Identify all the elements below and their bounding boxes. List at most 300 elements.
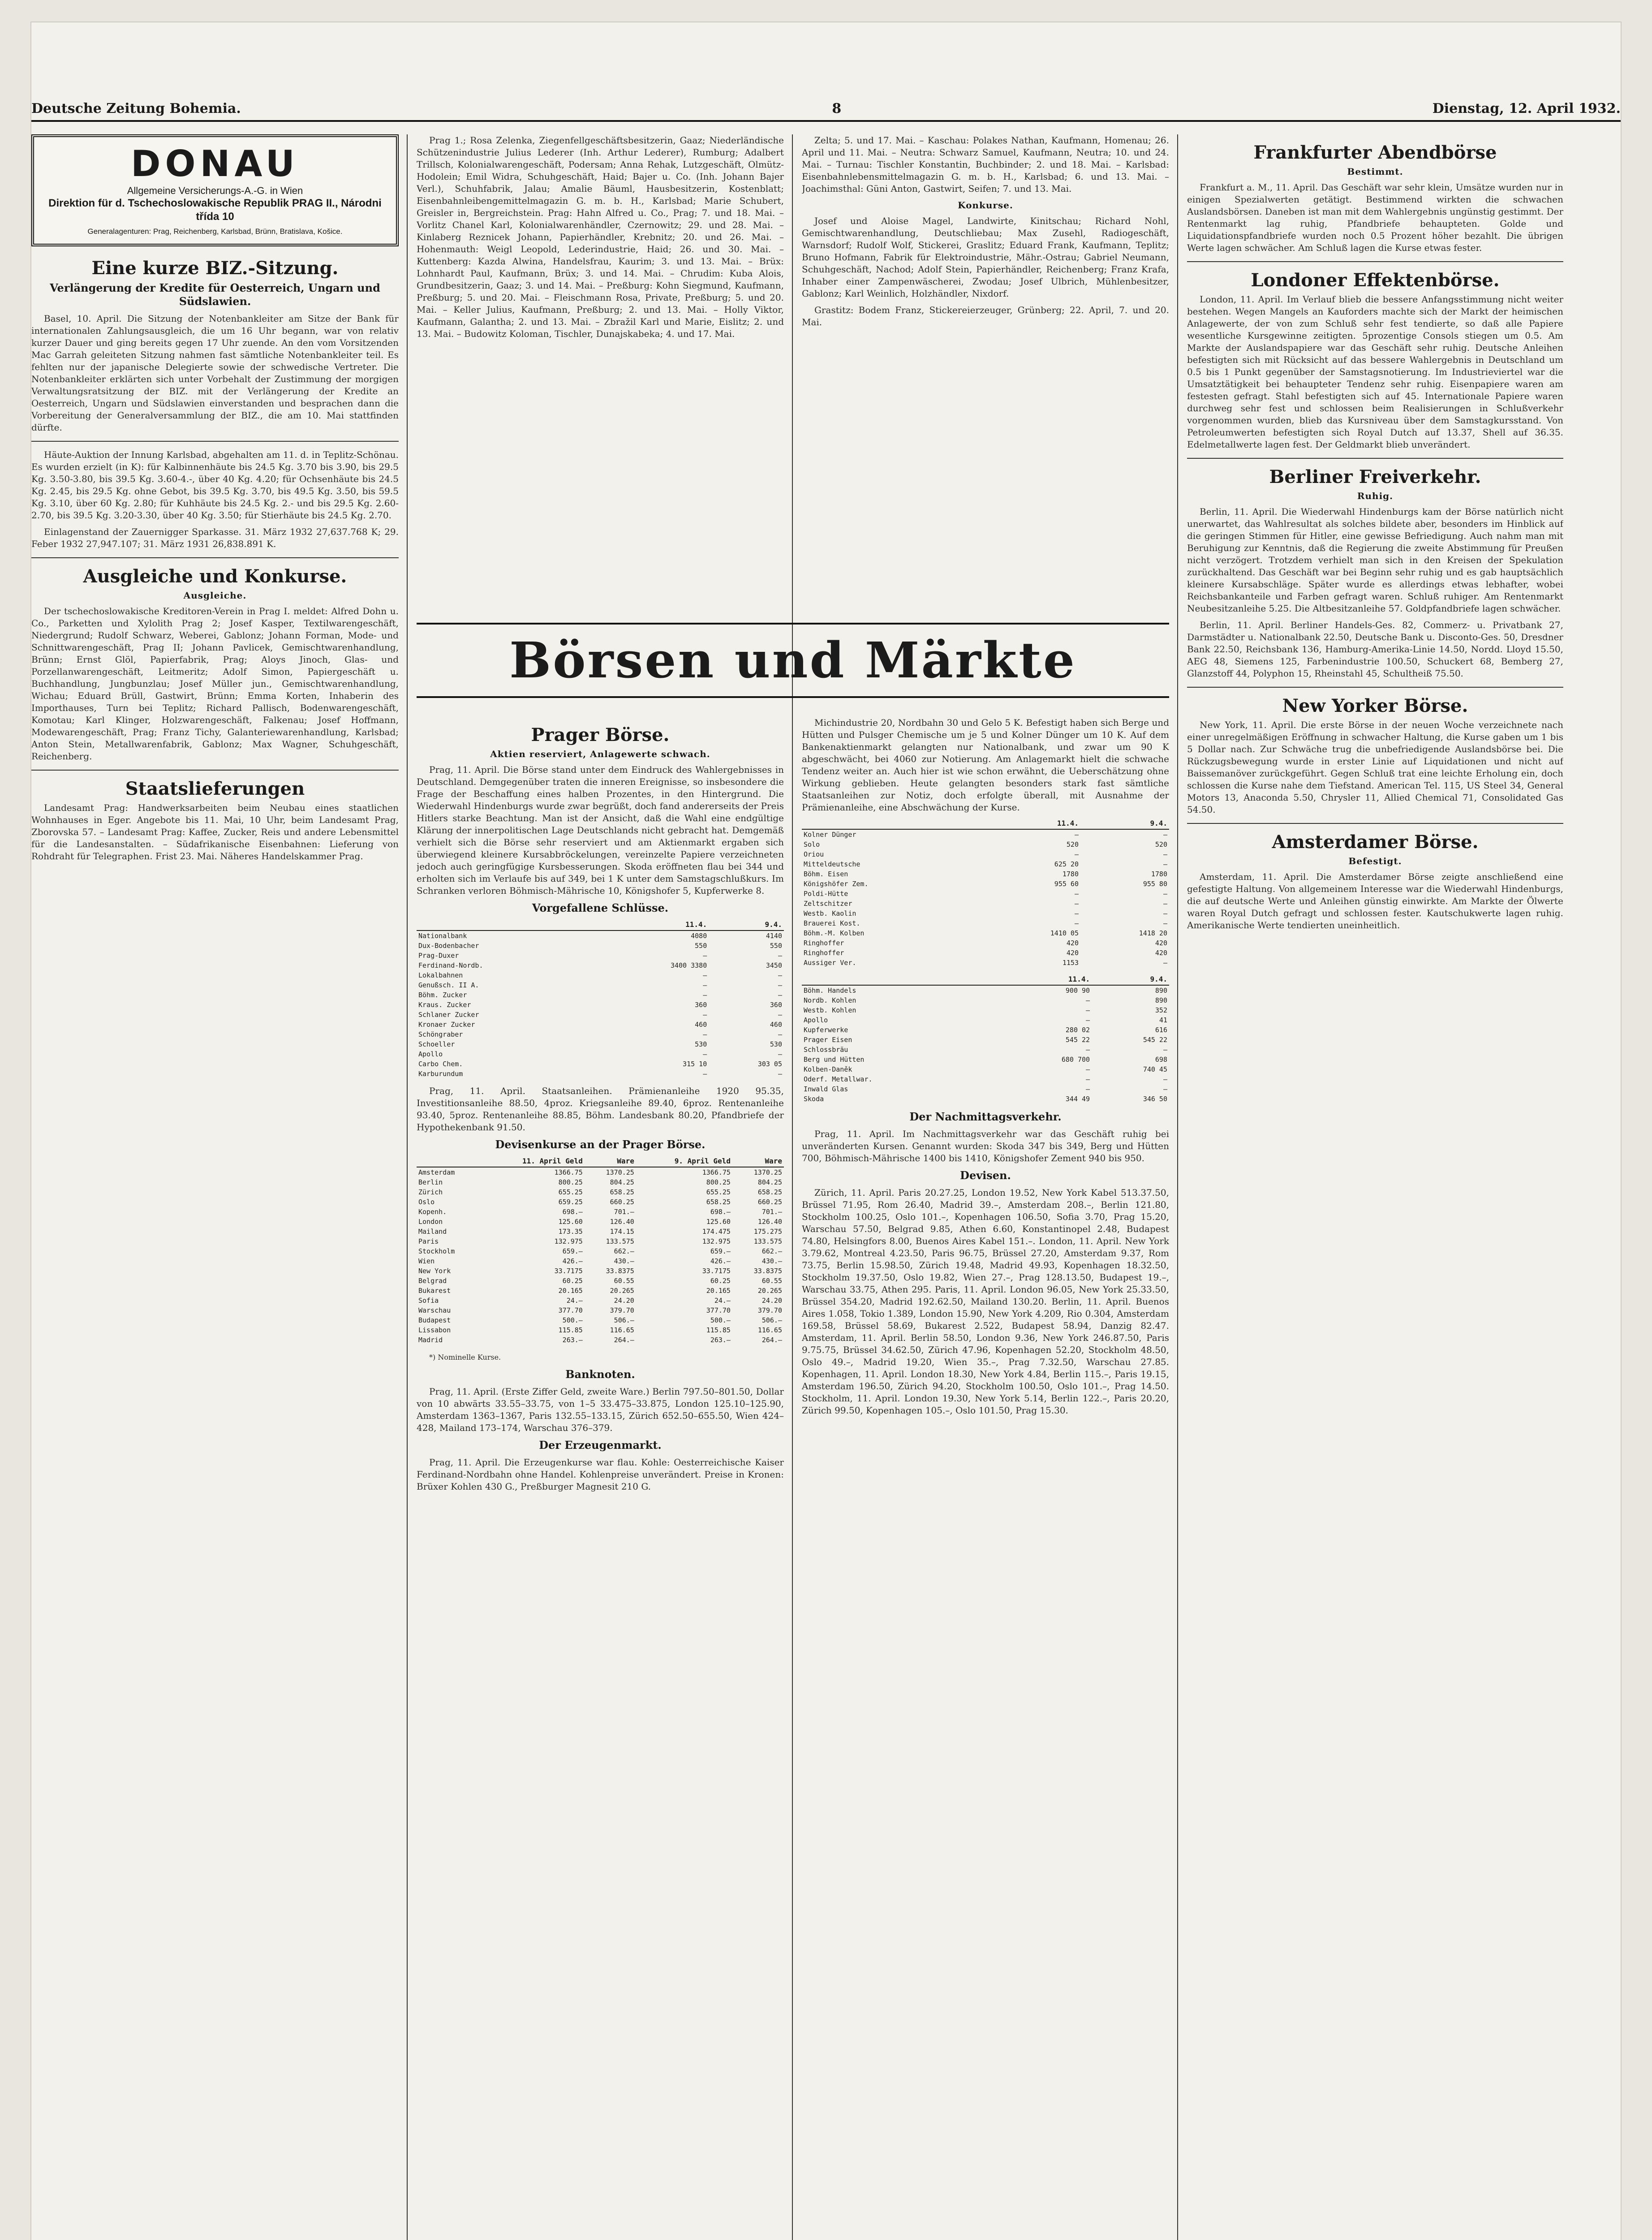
- table-cell: Genußsch. II A.: [418, 981, 479, 989]
- table-cell: 3400 3380: [670, 961, 707, 969]
- table-cell: 115.85: [558, 1326, 583, 1334]
- table-cell: Prag-Duxer: [418, 952, 459, 960]
- table-row: [417, 1030, 784, 1039]
- table-cell: 132.975: [702, 1237, 731, 1245]
- headline-amsterdam: Amsterdamer Börse.: [1272, 831, 1479, 853]
- table-cell: Schlossbräu: [804, 1046, 848, 1054]
- table-cell: 680 700: [1061, 1055, 1090, 1064]
- table-row: [417, 980, 784, 990]
- table-cell: –: [778, 1030, 782, 1038]
- table-cell: 20.165: [558, 1287, 583, 1295]
- column-2-upper: [417, 134, 784, 614]
- table-row: [802, 829, 1169, 840]
- table-cell: 430.–: [761, 1257, 782, 1265]
- table-cell: 280 02: [1065, 1026, 1090, 1034]
- table-row: [417, 1069, 784, 1079]
- table-cell: 20.265: [610, 1287, 634, 1295]
- article-berlin-kurse: Berlin, 11. April. Berliner Handels-Ges. 82, Commerz- u. Privatbank 27, Darmstädter u. Nationalbank 22.50, Deutsche Bank u. Disconto-Ges. 50, Dresdner Bank 22.50, Reichsbank 136, Hamburg-Amerika-Linie 14.50, Nordd. Lloyd 15.50, AEG 48, Siemens 125, Farbenindustrie 100.50, Schuckert 68, Bemberg 27, Glanzstoff 44, Polyphon 15, Rheinstahl 45, Schultheiß 75.50.: [1187, 620, 1563, 679]
- column-4: [1187, 134, 1563, 2240]
- divider: [1187, 458, 1563, 459]
- table-row: [802, 1045, 1169, 1055]
- table-header-cell: 9.4.: [1092, 974, 1169, 985]
- table-cell: 360: [770, 1001, 782, 1009]
- table-cell: 800.25: [558, 1178, 583, 1186]
- article-auktion: Häute-Auktion der Innung Karlsbad, abgehalten am 11. d. in Teplitz-Schönau. Es wurden erzielt (in K): für Kalbinnenhäute bis 24.5 Kg. 3.70 bis 3.90, bis 29.5 Kg. 3.50-3.80, bis 39.5 Kg. 3.60-4.-, über 40 Kg. 4.20; für Ochsenhäute bis 24.5 Kg. 2.45, bis 29.5 Kg. ohne Gebot, bis 39.5 Kg. 3.70, bis 49.5 Kg. 3.50, bis 59.5 Kg. 3.10, über 60 Kg. 2.80; für Kuhhäute bis 24.5 Kg. 2.- und bis 29.5 Kg. 2.60-2.70, bis 39.5 Kg. 3.20-3.30, über 40 Kg. 3.50; für Stierhäute bis 24.5 Kg. 2.70.: [31, 449, 399, 521]
- table-cell: 24.–: [714, 1297, 731, 1305]
- table-cell: Westb. Kaolin: [804, 909, 856, 918]
- table-cell: 1780: [1151, 870, 1167, 878]
- subhead-frankfurt: Bestimmt.: [1347, 166, 1403, 177]
- table-row: [417, 1020, 784, 1030]
- table-cell: 1370.25: [753, 1168, 782, 1176]
- table-cell: Amsterdam: [418, 1168, 455, 1176]
- table-cell: Dux-Bodenbacher: [418, 942, 479, 950]
- table-cell: Lissabon: [418, 1326, 451, 1334]
- table-row: [417, 1315, 784, 1325]
- table-row: [417, 1236, 784, 1246]
- table-cell: Schlaner Zucker: [418, 1011, 479, 1019]
- article-staatsanleihen: Prag, 11. April. Staatsanleihen. Prämienanleihe 1920 95.35, Investitionsanleihe 88.50, 4proz. Kriegsanleihe 89.40, 6proz. Rentenanleihe 93.40, 5proz. Rentenanleihe 88.85, Böhm. Landesbank 80.20, Pfandbriefe der Hypothekenbank 91.50.: [417, 1086, 784, 1133]
- table-header-cell: [802, 818, 992, 829]
- table-row: [417, 1177, 784, 1187]
- table-cell: –: [703, 1030, 707, 1038]
- column-1: [31, 134, 399, 2240]
- headline-berlin: Berliner Freiverkehr.: [1269, 466, 1481, 487]
- table-cell: Berlin: [418, 1178, 443, 1186]
- headline-biz: Eine kurze BIZ.-Sitzung.: [91, 258, 339, 279]
- table-cell: 659.25: [558, 1198, 583, 1206]
- table-cell: 125.60: [706, 1218, 731, 1226]
- table-row: [417, 1335, 784, 1345]
- table-cell: 1153: [1062, 959, 1079, 967]
- table-row: [417, 1059, 784, 1069]
- table-row: [802, 869, 1169, 879]
- section-banner: Börsen und Märkte: [417, 623, 1169, 698]
- table-cell: Poldi-Hütte: [804, 890, 848, 898]
- table-cell: Skoda: [804, 1095, 824, 1103]
- article-prager: Prag, 11. April. Die Börse stand unter dem Eindruck des Wahlergebnisses in Deutschland. Demgegenüber traten die inneren Ereignisse, so insbesondere die Frage der Beschaffung eines halben Prozentes, in den Hintergrund. Die Wiederwahl Hindenburgs wurde zwar begrüßt, doch fand andererseits der Preis Hitlers starke Beachtung. Man ist der Ansicht, daß die Wahl eine endgültige Klärung der innerpolitischen Lage Deutschlands nicht gebracht hat. Demgemäß verhielt sich die Börse sehr reserviert und am Aktienmarkt ergaben sich überwiegend kleinere Kursabbröckelungen, vereinzelte Papiere verzeichneten jedoch auch geringfügige Kursbesserungen. Skoda eröffneten flau bei 344 und erholten sich im Verlaufe bis auf 349, bei 1 K unter dem Samstagschlußkurs. Im Schranken verloren Böhmisch-Mährische 10, Königshofer 5, Kupferwerke 8.: [417, 764, 784, 896]
- table-row: [802, 1074, 1169, 1084]
- table-cell: 900 90: [1065, 986, 1090, 995]
- table-cell: Kraus. Zucker: [418, 1001, 471, 1009]
- table-cell: 263.–: [562, 1336, 583, 1344]
- table-row: [802, 918, 1169, 928]
- table-cell: 60.55: [614, 1277, 634, 1285]
- table-cell: Lokalbahnen: [418, 971, 463, 979]
- table-cell: –: [1074, 850, 1079, 858]
- table-cell: –: [778, 952, 782, 960]
- table-cell: –: [703, 1070, 707, 1078]
- table-row: [417, 930, 784, 941]
- table-header-cell: Ware: [732, 1156, 784, 1167]
- article-devisen: Zürich, 11. April. Paris 20.27.25, London 19.52, New York Kabel 513.37.50, Brüssel 71.95, Rom 26.40, Madrid 39.–, Amsterdam 208.–, Berlin 121.80, Stockholm 100.25, Oslo 101.–, Kopenhagen 106.50, Sofia 3.70, Prag 15.20, Warschau 57.50, Belgrad 9.85, Athen 6.60, Konstantinopel 2.48, Budapest 74.80, Helsingfors 8.00, Buenos Aires Kabel 151.–. London, 11. April. New York 3.79.62, Montreal 4.23.50, Paris 96.75, Brüssel 27.20, Amsterdam 9.37, Rom 73.75, Berlin 15.98.50, Zürich 19.48, Madrid 49.93, Kopenhagen 18.32.50, Stockholm 19.37.50, Oslo 19.82, Wien 27.–, Prag 128.13.50, Budapest 19.–, Warschau 33.75, Athen 295. Paris, 11. April. London 96.05, New York 25.33.50, Brüssel 354.20, Madrid 192.62.50, Mailand 130.20. Berlin, 11. April. Buenos Aires 1.058, Tokio 1.389, London 15.90, New York 4.209, Rio 0.304, Amsterdam 169.58, Brüssel 58.69, Bukarest 2.522, Budapest 58.94, Danzig 82.47. Amsterdam, 11. April. Berlin 58.50, London 9.36, New York 246.87.50, Paris 9.75.75, Brüssel 34.62.50, Zürich 47.96, Kopenhagen 52.20, Stockholm 48.50, Oslo 49.–, Madrid 19.20, Wien 35.–, Prag 7.32.50, Warschau 27.85. Kopenhagen, 11. April. London 18.30, New York 4.84, Berlin 115.–, Paris 19.15, Amsterdam 196.50, Zürich 94.20, Stockholm 100.50, Oslo 101.–, Prag 14.50. Stockholm, 11. April. London 19.30, New York 5.14, Berlin 122.–, Paris 20.20, Zürich 99.50, Kopenhagen 105.–, Oslo 101.50, Prag 15.30.: [802, 1187, 1169, 1416]
- table-cell: 174.15: [610, 1228, 634, 1236]
- table-row: [417, 1325, 784, 1335]
- column-3-upper: [802, 134, 1169, 614]
- table-cell: Apollo: [418, 1050, 443, 1058]
- table-header-cell: [802, 974, 1003, 985]
- table-row: [417, 1167, 784, 1177]
- table-row: [417, 1000, 784, 1010]
- table-header-cell: 11.4.: [992, 818, 1080, 829]
- table-cell: Prager Eisen: [804, 1036, 852, 1044]
- table-cell: Nationalbank: [418, 932, 467, 940]
- table-cell: 379.70: [757, 1306, 782, 1314]
- table-cell: –: [1163, 919, 1167, 927]
- table-cell: –: [1163, 860, 1167, 868]
- table-cell: 352: [1155, 1006, 1167, 1014]
- table-row: [802, 889, 1169, 899]
- table-row: [417, 961, 784, 970]
- table-header-cell: 9.4.: [1080, 818, 1169, 829]
- table-row: [802, 1084, 1169, 1094]
- table-header-cell: 11.4.: [601, 919, 709, 930]
- table-header-cell: 9.4.: [709, 919, 784, 930]
- table-cell: Kolner Dünger: [804, 831, 856, 839]
- table-cell: 530: [770, 1040, 782, 1048]
- table-cell: Kolben-Daněk: [804, 1065, 852, 1073]
- table-cell: 460: [695, 1021, 707, 1029]
- table-cell: 379.70: [610, 1306, 634, 1314]
- article-nachmittag: Prag, 11. April. Im Nachmittagsverkehr war das Geschäft ruhig bei unveränderten Kursen. Genannt wurden: Skoda 347 bis 349, Berg und Hütten 700, Böhmisch-Mährische 1400 bis 1410, Königshofer Zement 940 bis 950.: [802, 1129, 1169, 1163]
- column-rule: [1177, 134, 1178, 2240]
- table-row: [802, 879, 1169, 889]
- table-cell: –: [1163, 1085, 1167, 1093]
- table-cell: –: [703, 991, 707, 999]
- table-cell: Böhm.-M. Kolben: [804, 929, 865, 937]
- table-cell: 33.8375: [606, 1267, 634, 1275]
- table-cell: 662.–: [614, 1247, 634, 1255]
- table-row: [802, 859, 1169, 869]
- table-row: [802, 995, 1169, 1005]
- table-row: [802, 1094, 1169, 1104]
- article-erzeuge: Prag, 11. April. Die Erzeugenkurse war flau. Kohle: Oesterreichische Kaiser Ferdinand-Nordbahn ohne Handel. Kohlenpreise unverändert. Preise in Kronen: Brüxer Kohlen 430 G., Preßburger Magnesit 210 G.: [417, 1457, 784, 1492]
- paper-name: Deutsche Zeitung Bohemia.: [31, 101, 241, 116]
- table-cell: 20.265: [757, 1287, 782, 1295]
- subhead-ausgleiche: Ausgleiche.: [183, 590, 247, 601]
- donau-advertisement: [31, 134, 399, 246]
- table-cell: Aussiger Ver.: [804, 959, 856, 967]
- table-cell: –: [1086, 1085, 1090, 1093]
- table-row: [417, 1286, 784, 1296]
- article-staats: Landesamt Prag: Handwerksarbeiten beim Neubau eines staatlichen Wohnhauses in Eger. Angebote bis 11. Mai, 10 Uhr, beim Landesamt Prag, Zborovska 57. – Landesamt Prag: Kaffee, Zucker, Reis und andere Lebensmittel für die Landesanstalten. – Südafrikanische Eisenbahnen: Lieferung von Rohdraht für Telegraphen. Frist 23. Mai. Näheres Handelskammer Prag.: [31, 802, 399, 862]
- table-cell: 659.–: [562, 1247, 583, 1255]
- divider: [31, 770, 399, 771]
- table-cell: 264.–: [614, 1336, 634, 1344]
- table-cell: 545 22: [1143, 1036, 1167, 1044]
- table-cell: Nordb. Kohlen: [804, 996, 856, 1004]
- table-cell: –: [1074, 909, 1079, 918]
- ad-line-3: Generalagenturen: Prag, Reichenberg, Karlsbad, Brünn, Bratislava, Košice.: [87, 227, 343, 236]
- article-graslitz: Grastitz: Bodem Franz, Stickereierzeuger, Grünberg; 22. April, 7. und 20. Mai.: [802, 305, 1169, 327]
- table-cell: 658.25: [610, 1188, 634, 1196]
- table-cell: Ferdinand-Nordb.: [418, 961, 483, 969]
- table-cell: 800.25: [706, 1178, 731, 1186]
- table-row: [417, 1207, 784, 1217]
- table-cell: 264.–: [761, 1336, 782, 1344]
- article-anlagemarkt: Michindustrie 20, Nordbahn 30 und Gelo 5 K. Befestigt haben sich Berge und Hütten und Pulsger Chemische um je 5 und Kolner Dünger um 10 K. Auf dem Bankenaktienmarkt gelangten nur Nationalbank, und zwar um 90 K abgeschwächt, bei 4060 zur Notierung. Am Anlagemarkt hielt die schwache Tendenz weiter an. Auch hier ist wie schon erwähnt, die Ueberschätzung ohne Wirkung geblieben. Heute gelangten besonders stark fast sämtliche Staatsanleihen zur Notiz, doch erfolgte überall, mit Ausnahme der Prämienanleihe, eine Abschwächung der Kurse.: [802, 717, 1169, 813]
- table-cell: 430.–: [614, 1257, 634, 1265]
- table-cell: 133.575: [753, 1237, 782, 1245]
- table-cell: –: [1074, 890, 1079, 898]
- table-cell: –: [703, 952, 707, 960]
- table-cell: Carbo Chem.: [418, 1060, 463, 1068]
- article-newyork: New York, 11. April. Die erste Börse in der neuen Woche verzeichnete nach einer unregelmäßigen Eröffnung in schwacher Haltung, die Kurse gaben um 1 bis 5 Dollar nach. Zur Schwäche trug die unbefriedigende Auslandsbörse bei. Die Rückzugsbewegung wurde in erster Linie auf Liquidationen und nicht auf Baissemanöver zurückgeführt. Gegen Schluß trat eine leichte Erholung ein, doch schlossen die Kurse nahe dem Tiefstand. American Tel. 115, US Steel 34, General Motors 13, Anaconda 5.50, Chrysler 11, Allied Chemical 71, Consolidated Gas 54.50.: [1187, 719, 1563, 815]
- table-cell: 701.–: [614, 1208, 634, 1216]
- table-cell: 520: [1066, 840, 1079, 849]
- table-header-cell: 11.4.: [1003, 974, 1092, 985]
- table-row: [417, 1266, 784, 1276]
- table-title-schluesse: Vorgefallene Schlüsse.: [532, 901, 669, 914]
- table-cell: –: [703, 971, 707, 979]
- table-cell: 426.–: [562, 1257, 583, 1265]
- table-cell: 125.60: [558, 1218, 583, 1226]
- table-cell: 263.–: [710, 1336, 731, 1344]
- table-cell: 955 80: [1143, 880, 1167, 888]
- table-row: [802, 849, 1169, 859]
- ad-name: DONAU: [131, 143, 299, 185]
- table-cell: 315 10: [683, 1060, 707, 1068]
- article-london: London, 11. April. Im Verlauf blieb die bessere Anfangsstimmung nicht weiter bestehen. Wegen Mangels an Kauforders machte sich der Markt der heimischen Anlagewerte, der von zum Schluß sehr fest tendierte, so daß alle Papiere wesentliche Kursgewinne zeitigten. 5prozentige Consols stiegen um 0.5. Am Markte der Auslandspapiere war das Geschäft sehr ruhig. Deutsche Anleihen befestigten sich mit Rücksicht auf das bessere Wahlergebnis in Deutschland um 0.5 bis 1 Punkt gegenüber der Samstagsnotierung. Im Industrieviertel war die Umsatztätigkeit bei behaupteter Tendenz sehr ruhig. Eisenpapiere waren am festesten gefragt. Stahl befestigten sich auf 45. Internationale Papiere waren durchweg sehr fest und schlossen beim Realisierungen in Schlußverkehr vorgenommen wurden, blieb das Kursniveau über dem Samstagkursstand. Von Petroleumwerten befestigten sich Royal Dutch auf 13.37, Shell auf 36.35. Edelmetallwerte lagen fest. Der Geldmarkt blieb unverändert.: [1187, 294, 1563, 450]
- table-cell: 660.25: [610, 1198, 634, 1206]
- table-cell: Königshöfer Zem.: [804, 880, 869, 888]
- table-cell: Apollo: [804, 1016, 828, 1024]
- table-cell: Sofia: [418, 1297, 439, 1305]
- table-cell: –: [1086, 1065, 1090, 1073]
- table-cell: 116.65: [610, 1326, 634, 1334]
- table-cell: Belgrad: [418, 1277, 447, 1285]
- headline-devisen: Devisen.: [960, 1169, 1011, 1182]
- table-cell: 655.25: [706, 1188, 731, 1196]
- table-cell: 346 50: [1143, 1095, 1167, 1103]
- table-cell: Böhm. Zucker: [418, 991, 467, 999]
- article-ausgleiche-cont-2: Zelta; 5. und 17. Mai. – Kaschau: Polakes Nathan, Kaufmann, Homenau; 26. April und 11. Mai. – Neutra: Schwarz Samuel, Kaufmann, Neutra; 10. und 24. Mai. – Turnau: Tischler Konstantin, Buchbinder; 2. und 18. Mai. – Karlsbad: Eisenbahnlebensmittelmagazin G. m. b. H., Karlsbad; 6. und 13. Mai. – Joachimsthal: Güni Anton, Gastwirt, Seifen; 7. und 13. Mai.: [802, 135, 1169, 194]
- table-cell: Karburundum: [418, 1070, 463, 1078]
- table-cell: 132.975: [554, 1237, 583, 1245]
- table-cell: 890: [1155, 996, 1167, 1004]
- table-cell: 658.25: [706, 1198, 731, 1206]
- table-row: [417, 1246, 784, 1256]
- table-cell: –: [1163, 831, 1167, 839]
- table-row: [417, 1305, 784, 1315]
- table-cell: 24.20: [614, 1297, 634, 1305]
- table-row: [417, 1227, 784, 1236]
- table-row: [417, 1197, 784, 1207]
- table-cell: 530: [695, 1040, 707, 1048]
- subhead-prager: Aktien reserviert, Anlagewerte schwach.: [490, 749, 710, 759]
- table-cell: Oderf. Metallwar.: [804, 1075, 873, 1083]
- table-cell: Berg und Hütten: [804, 1055, 865, 1064]
- table-cell: Madrid: [418, 1336, 443, 1344]
- table-cell: 698: [1155, 1055, 1167, 1064]
- table-cell: –: [1163, 900, 1167, 908]
- table-cell: 420: [1155, 949, 1167, 957]
- table-cell: –: [1074, 831, 1079, 839]
- table-cell: 804.25: [610, 1178, 634, 1186]
- table-cell: –: [778, 1011, 782, 1019]
- table-row: [417, 951, 784, 961]
- table-cell: Oslo: [418, 1198, 435, 1206]
- table-cell: 173.35: [558, 1228, 583, 1236]
- table-row: [802, 948, 1169, 958]
- table-row: [417, 970, 784, 980]
- subhead-biz: Verlängerung der Kredite für Oesterreich, Ungarn und Südslawien.: [50, 281, 380, 308]
- table-cell: Schöngraber: [418, 1030, 463, 1038]
- subhead-berlin: Ruhig.: [1357, 491, 1394, 501]
- table-cell: Böhm. Eisen: [804, 870, 848, 878]
- table-cell: 740 45: [1143, 1065, 1167, 1073]
- table-cell: Kupferwerke: [804, 1026, 848, 1034]
- divider: [1187, 823, 1563, 824]
- table-row: [802, 1025, 1169, 1035]
- headline-frankfurt: Frankfurter Abendbörse: [1253, 142, 1497, 163]
- table-cell: –: [1074, 919, 1079, 927]
- table-cell: –: [1163, 1046, 1167, 1054]
- table-cell: 545 22: [1065, 1036, 1090, 1044]
- table-cell: 550: [770, 942, 782, 950]
- divider: [1187, 687, 1563, 688]
- table-cell: 133.575: [606, 1237, 634, 1245]
- table-cell: –: [1086, 996, 1090, 1004]
- table-cell: 506.–: [761, 1316, 782, 1324]
- issue-date: Dienstag, 12. April 1932.: [1432, 101, 1621, 116]
- article-berlin: Berlin, 11. April. Die Wiederwahl Hindenburgs kam der Börse natürlich nicht unerwartet, das Wahlresultat als solches bildete aber, besonders im Hinblick auf die geringen Stimmen für Hitler, eine gewisse Befriedigung. Auch nahm man mit Beruhigung zur Kenntnis, daß die Regierung die zweite Abstimmung für Preußen nicht verzögert. Trotzdem verhielt man sich in den Kreisen der Spekulation zurückhaltend. Das Geschäft war bei Beginn sehr ruhig und es gab hauptsächlich kleinere Kursabschläge. Später wurde es allerdings etwas lebhafter, wobei Reichsbankanteile und Farben gefragt waren. Schluß ruhiger. Am Rentenmarkt Neubesitzanleihe 5.25. Die Altbesitzanleihe 57. Goldpfandbriefe lagen schwächer.: [1187, 506, 1563, 614]
- table-cell: 126.40: [610, 1218, 634, 1226]
- table-cell: 698.–: [562, 1208, 583, 1216]
- table-cell: –: [1086, 1046, 1090, 1054]
- schluesse-table: [417, 919, 784, 1079]
- table-cell: –: [1086, 1075, 1090, 1083]
- table-cell: Oriou: [804, 850, 824, 858]
- table-cell: 662.–: [761, 1247, 782, 1255]
- headline-erzeuge: Der Erzeugenmarkt.: [539, 1439, 662, 1452]
- table-cell: 20.165: [706, 1287, 731, 1295]
- table-header-cell: [417, 1156, 481, 1167]
- table-row: [802, 958, 1169, 968]
- table-cell: 1366.75: [554, 1168, 583, 1176]
- table-row: [417, 1276, 784, 1286]
- table-cell: 33.8375: [753, 1267, 782, 1275]
- table-row: [417, 1010, 784, 1020]
- table-cell: –: [778, 991, 782, 999]
- table-cell: 116.65: [757, 1326, 782, 1334]
- table-cell: 426.–: [710, 1257, 731, 1265]
- table-cell: –: [703, 1050, 707, 1058]
- table-header-cell: Ware: [585, 1156, 636, 1167]
- table-cell: –: [1163, 909, 1167, 918]
- table-cell: Mailand: [418, 1228, 447, 1236]
- table-row: [802, 938, 1169, 948]
- table-cell: 115.85: [706, 1326, 731, 1334]
- table-cell: –: [778, 971, 782, 979]
- table-cell: 420: [1155, 939, 1167, 947]
- table-row: [802, 1064, 1169, 1074]
- article-frankfurt: Frankfurt a. M., 11. April. Das Geschäft war sehr klein, Umsätze wurden nur in einigen Spezialwerten getätigt. Bestimmend wirkten die schwachen Auslandsbörsen. Daneben ist man mit dem Wahlergebnis ungünstig gestimmt. Der Rentenmarkt lag ruhig, Pfandbriefe behaupteten. Golde und Liquidationspfandbriefe wurden noch 0.5 Prozent höher bezahlt. Die übrigen Werte lagen schwächer. Am Schluß lagen die Kurse etwas fester.: [1187, 182, 1563, 253]
- table-cell: 1370.25: [606, 1168, 634, 1176]
- table-cell: –: [1074, 900, 1079, 908]
- table-cell: 126.40: [757, 1218, 782, 1226]
- table-cell: 175.275: [753, 1228, 782, 1236]
- table-cell: Zürich: [418, 1188, 443, 1196]
- table-cell: Ringhoffer: [804, 939, 844, 947]
- headline-london: Londoner Effektenbörse.: [1251, 270, 1500, 291]
- article-ausgleiche-cont: Prag 1.; Rosa Zelenka, Ziegenfellgeschäftsbesitzerin, Gaaz; Niederländische Schützenindustrie Julius Lederer (Inh. Arthur Lederer), Rumburg; Adalbert Trillsch, Kolonialwarengeschäft, Podersam; Anna Rehak, Lutzgeschäft, Olmütz-Hodolein; Emil Widra, Schuhgeschäft, Haid; Bajer u. Co. (Inh. Johann Bajer Verl.), Schuhfabrik, Jalau; Amalie Bäuml, Hausbesitzerin, Kostenblatt; Eisenbahnleibengemittelmagazin G. m. b. H., Karlsbad; Marie Schubert, Greisler in, Bergreichstein. Prag: Hahn Alfred u. Co., Prag; 7. und 18. Mai. – Vorlitz Chanel Karl, Kolonialwarenhändler, Czernowitz; 29. und 28. Mai. – Kinlaberg Reznicek Johann, Papierhändler, Krebnitz; 20. und 26. Mai. – Hohenmauth: Weigl Leopold, Lederindustrie, Haid; 26. und 30. Mai. – Kuttenberg: Kazda Alwina, Handelsfrau, Kaurim; 3. und 13. Mai. – Brüx: Lohnhardt Paul, Kaufmann, Brüx; 3. und 14. Mai. – Chrudim: Kuba Alois, Grundbesitzerin, Gaaz; 3. und 14. Mai. – Preßburg: Kohn Siegmund, Kaufmann, Preßburg; 5. und 20. Mai. – Fleischmann Rosa, Private, Preßburg; 5. und 20. Mai. – Keller Julius, Kaufmann, Preßburg; 2. und 13. Mai. – Holly Viktor, Kaufmann, Galantha; 2. und 13. Mai. – Zbražil Karl und Marie, Eislitz; 2. und 13. Mai. – Budowitz Koloman, Tischler, Dunajskabeka; 4. und 17. Mai.: [417, 135, 784, 339]
- table-cell: Inwald Glas: [804, 1085, 848, 1093]
- table-cell: 60.25: [562, 1277, 583, 1285]
- table-row: [802, 1055, 1169, 1064]
- table-cell: 1366.75: [702, 1168, 731, 1176]
- table-header-cell: [417, 919, 601, 930]
- table-cell: 420: [1066, 949, 1079, 957]
- subhead-konkurse: Konkurse.: [958, 200, 1013, 211]
- column-rule: [407, 134, 408, 2240]
- table-cell: 701.–: [761, 1208, 782, 1216]
- table-cell: 377.70: [558, 1306, 583, 1314]
- table-cell: 890: [1155, 986, 1167, 995]
- page-number: 8: [832, 101, 842, 116]
- table-row: [802, 928, 1169, 938]
- table-cell: –: [778, 981, 782, 989]
- table-cell: 1418 20: [1139, 929, 1167, 937]
- table-cell: 658.25: [757, 1188, 782, 1196]
- table-cell: 24.20: [761, 1297, 782, 1305]
- headline-nachmittag: Der Nachmittagsverkehr.: [909, 1110, 1062, 1123]
- table-cell: 655.25: [558, 1188, 583, 1196]
- table-cell: 1410 05: [1050, 929, 1079, 937]
- schluesse-table-2: [802, 818, 1169, 968]
- table-row: [417, 1039, 784, 1049]
- table-cell: 60.55: [761, 1277, 782, 1285]
- table-cell: 506.–: [614, 1316, 634, 1324]
- article-ausgleiche: Der tschechoslowakische Kreditoren-Verein in Prag I. meldet: Alfred Dohn u. Co., Parketten und Xylolith Prag 2; Josef Kasper, Textilwarengeschäft, Niedergrund; Rudolf Schwarz, Weberei, Gablonz; Johann Forman, Mode- und Schnittwarengeschäft, Prag II; Johann Pavlicek, Gemischtwarenhandlung, Brünn; Ernst Glöl, Papierfabrik, Prag; Aloys Jinoch, Glas- und Porzellanwarengeschäft, Leitmeritz; Adolf Simon, Papiergeschäft u. Buchhandlung, Jungbunzlau; Josef Müller jun., Gemischtwarenhandlung, Wichau; Eduard Brüll, Gastwirt, Brünn; Emma Korten, Inhaberin des Importhauses, Turn bei Teplitz; Richard Pallisch, Bodenwarengeschäft, Komotau; Karl Klinger, Holzwarengeschäft, Falkenau; Josef Hoffmann, Modewarengeschäft, Prag; Franz Tichy, Galanteriewarenhandlung, Karlsbad; Anton Stein, Metallwarenfabrik, Gablonz; Max Wagner, Schuhgeschäft, Reichenberg.: [31, 606, 399, 762]
- table-cell: 174.475: [702, 1228, 731, 1236]
- headline-ausgleiche: Ausgleiche und Konkurse.: [83, 566, 347, 587]
- table-cell: Kopenh.: [418, 1208, 447, 1216]
- table-row: [802, 1035, 1169, 1045]
- table-row: [417, 1296, 784, 1305]
- markets-section: [417, 717, 1169, 2240]
- table-cell: 24.–: [566, 1297, 583, 1305]
- table-cell: 303 05: [757, 1060, 782, 1068]
- table-row: [417, 1187, 784, 1197]
- table-cell: –: [1163, 890, 1167, 898]
- table-note: *) Nominelle Kurse.: [429, 1353, 501, 1361]
- article-amsterdam: Amsterdam, 11. April. Die Amsterdamer Börse zeigte anschließend eine gefestigte Haltung. Von allgemeinem Interesse war die Wiederwahl Hindenburgs, die auf deutsche Werte und Anleihen günstig einwirkte. Am Markte der Ölwerte waren Royal Dutch gefragt und schlossen fester. Kautschukwerte lagen ruhig. Amerikanische Werte tendierten uneinheitlich.: [1187, 871, 1563, 930]
- table-cell: 344 49: [1065, 1095, 1090, 1103]
- table-row: [802, 985, 1169, 995]
- table-cell: 33.7175: [554, 1267, 583, 1275]
- table-cell: Budapest: [418, 1316, 451, 1324]
- table-cell: 41: [1159, 1016, 1167, 1024]
- table-cell: Wien: [418, 1257, 435, 1265]
- table-cell: Böhm. Handels: [804, 986, 856, 995]
- table-cell: 698.–: [710, 1208, 731, 1216]
- table-row: [802, 1005, 1169, 1015]
- table-cell: Bukarest: [418, 1287, 451, 1295]
- table-cell: 616: [1155, 1026, 1167, 1034]
- ad-line-1: Allgemeine Versicherungs-A.-G. in Wien: [127, 185, 303, 196]
- table-cell: 60.25: [710, 1277, 731, 1285]
- table-cell: Warschau: [418, 1306, 451, 1314]
- table-cell: London: [418, 1218, 443, 1226]
- running-header: [31, 90, 1621, 122]
- table-cell: Schoeller: [418, 1040, 455, 1048]
- table-cell: 377.70: [706, 1306, 731, 1314]
- table-cell: –: [778, 1070, 782, 1078]
- table-cell: 955 60: [1054, 880, 1079, 888]
- table-cell: Zeltschitzer: [804, 900, 852, 908]
- table-cell: 500.–: [562, 1316, 583, 1324]
